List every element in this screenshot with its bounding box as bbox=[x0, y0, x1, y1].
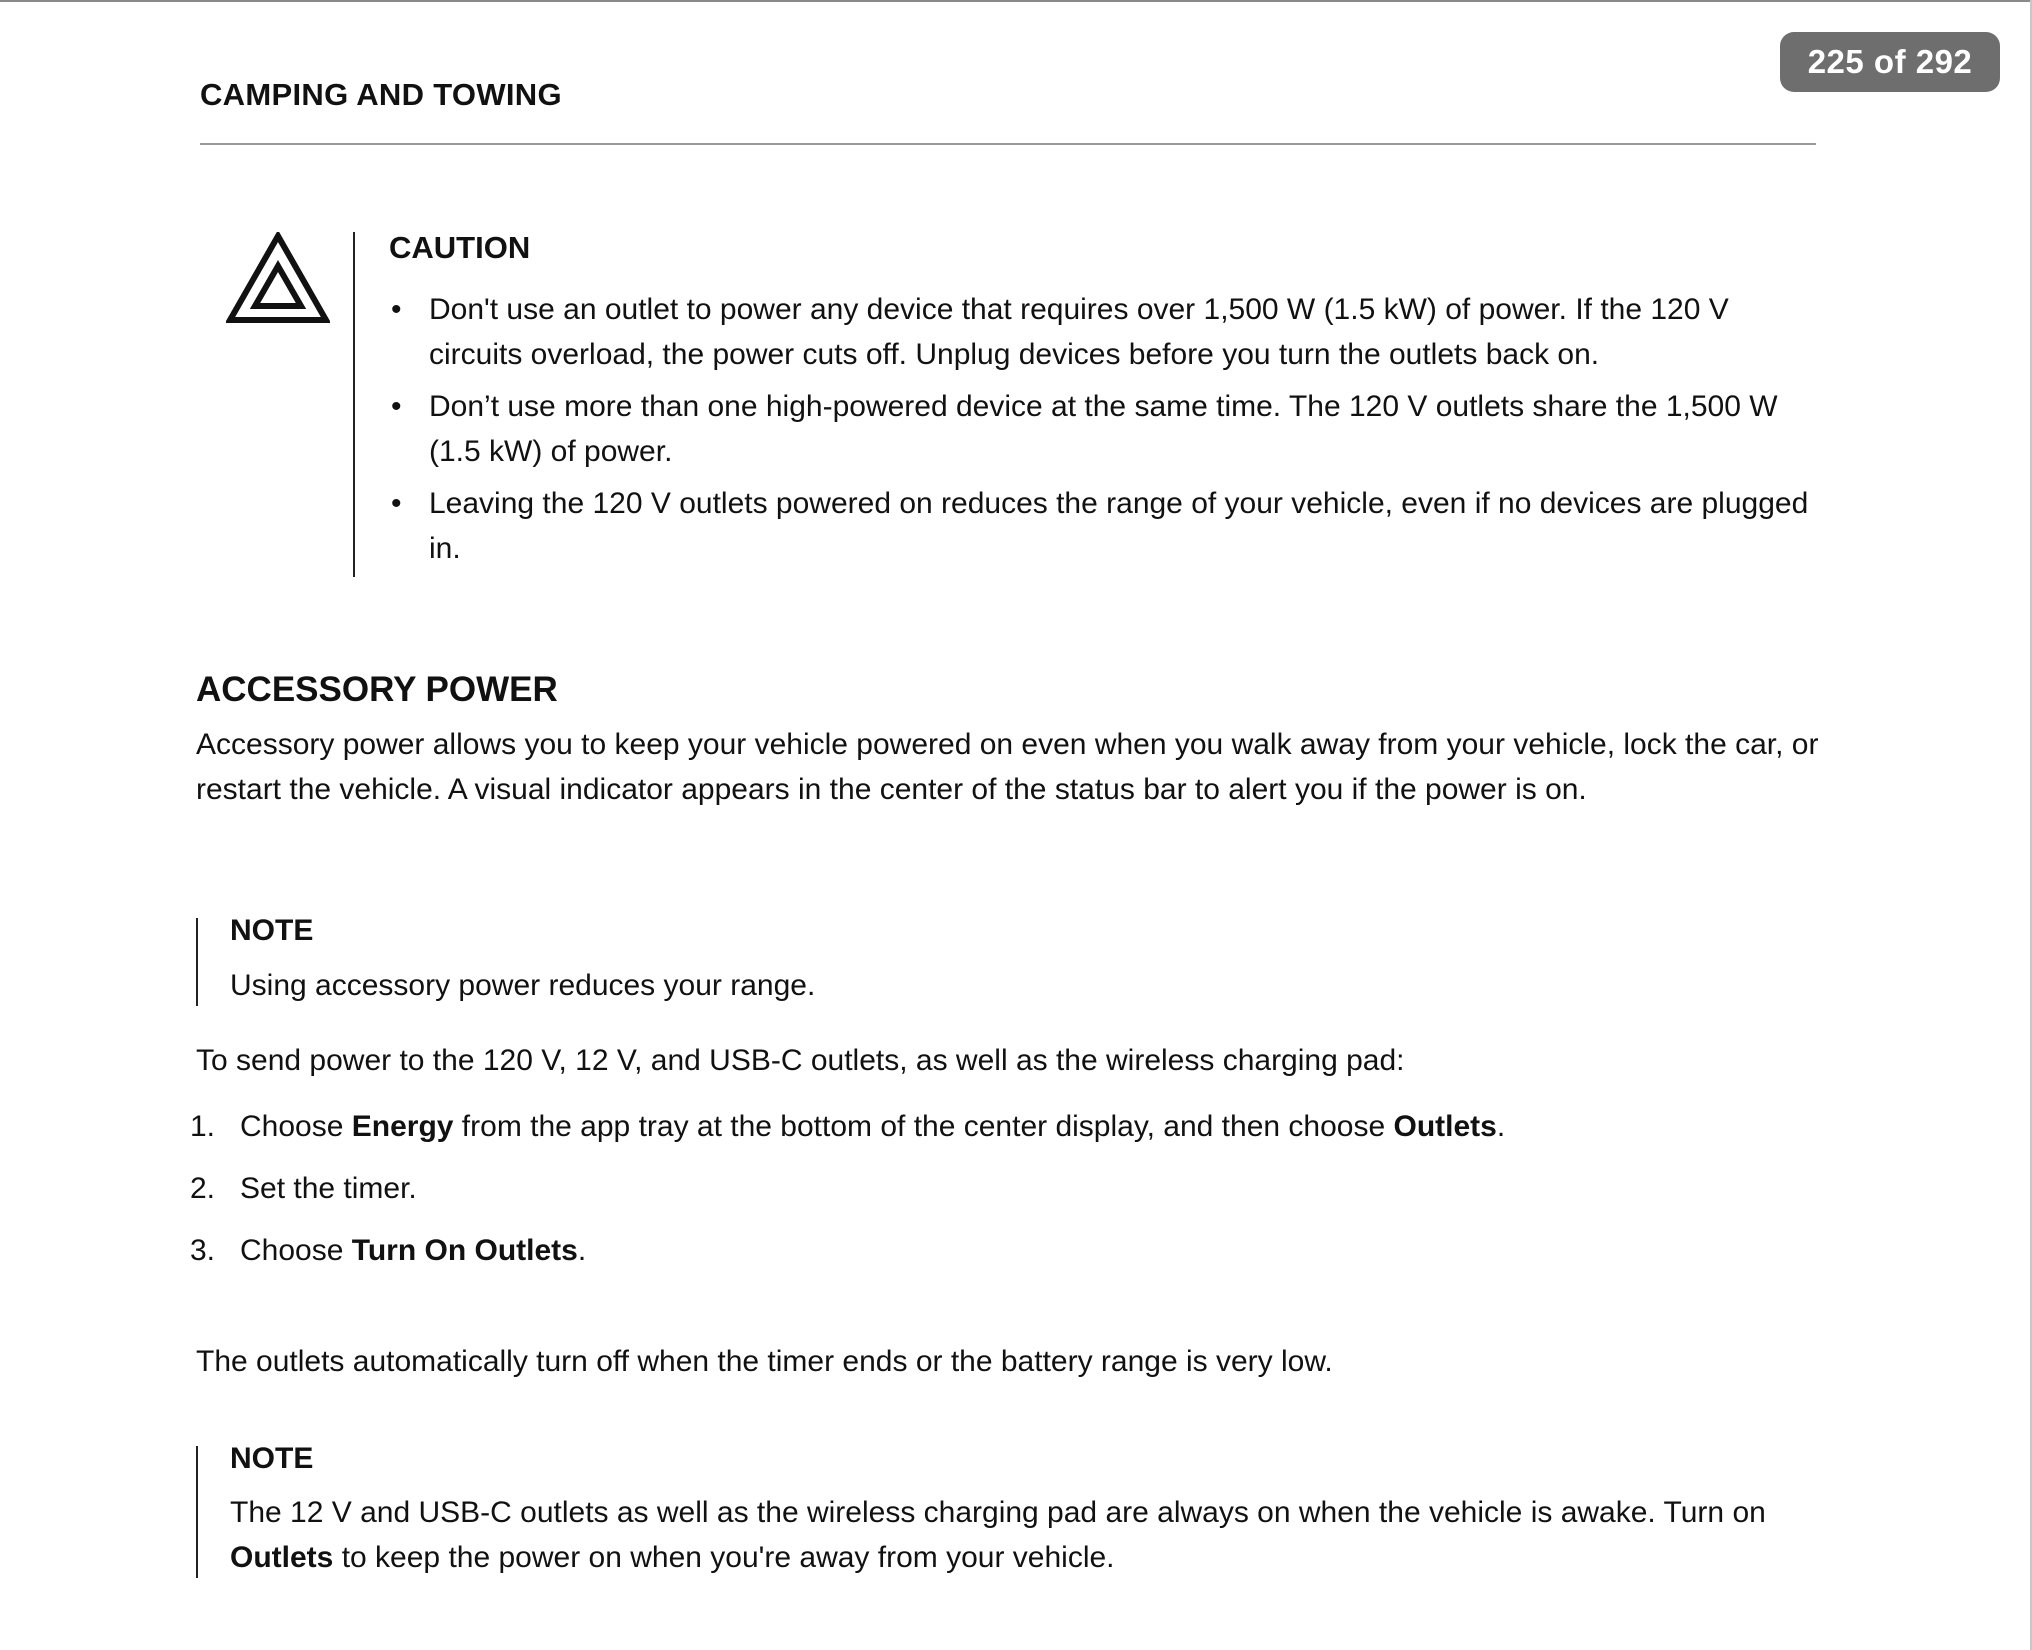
note-side-rule bbox=[196, 918, 198, 1006]
step-text: . bbox=[577, 1234, 587, 1267]
note-text bbox=[230, 1491, 1830, 1580]
note-side-rule bbox=[196, 1446, 198, 1578]
step-bold-text: Energy bbox=[351, 1110, 454, 1143]
caution-list bbox=[389, 288, 1829, 579]
step-bold-text: Outlets bbox=[1393, 1110, 1497, 1143]
auto-off-paragraph: The outlets automatically turn off when the timer ends or the battery range is very low. bbox=[196, 1345, 1333, 1378]
step-item bbox=[190, 1167, 1505, 1229]
note-text-part: The 12 V and USB-C outlets as well as the wireless charging pad are always on when the vehicle is awake. Turn on bbox=[230, 1496, 1766, 1529]
caution-side-rule bbox=[353, 232, 355, 577]
note-title: NOTE bbox=[230, 1442, 314, 1475]
note-text-part: to keep the power on when you're away from your vehicle. bbox=[333, 1540, 1115, 1574]
section-header: CAMPING AND TOWING bbox=[200, 77, 562, 112]
step-number: 2. bbox=[190, 1172, 216, 1205]
page-top-border bbox=[0, 0, 2032, 2]
steps-intro: To send power to the 120 V, 12 V, and USB-C outlets, as well as the wireless charging pad: bbox=[196, 1044, 1405, 1077]
page-indicator-badge: 225 of 292 bbox=[1780, 32, 2000, 92]
step-text: Set the timer. bbox=[240, 1172, 417, 1205]
step-number: 3. bbox=[190, 1234, 216, 1267]
step-bold-text: Turn On Outlets bbox=[351, 1234, 578, 1267]
step-item bbox=[190, 1105, 1505, 1167]
steps-list bbox=[190, 1105, 1505, 1291]
caution-item: • Leaving the 120 V outlets powered on reduces the range of your vehicle, even if no devices are plugged in. bbox=[389, 482, 1829, 571]
warning-triangle-icon bbox=[226, 232, 330, 326]
note-bold-text: Outlets bbox=[230, 1540, 334, 1574]
step-text: Choose bbox=[240, 1234, 352, 1267]
caution-item: • Don’t use more than one high-powered device at the same time. The 120 V outlets share the 1,500 W (1.5 kW) of power. bbox=[389, 385, 1829, 474]
step-text: . bbox=[1496, 1110, 1506, 1143]
note-text: Using accessory power reduces your range. bbox=[230, 969, 816, 1002]
caution-title: CAUTION bbox=[389, 230, 531, 265]
step-number: 1. bbox=[190, 1110, 216, 1143]
step-text: Choose bbox=[240, 1110, 352, 1143]
step-text: from the app tray at the bottom of the center display, and then choose bbox=[453, 1110, 1394, 1143]
step-item bbox=[190, 1229, 1505, 1291]
caution-item: • Don't use an outlet to power any device that requires over 1,500 W (1.5 kW) of power. If the 120 V circuits overload, the power cuts off. Unplug devices before you turn the outlets back on. bbox=[389, 288, 1829, 377]
header-divider bbox=[200, 143, 1816, 145]
section-heading: ACCESSORY POWER bbox=[196, 670, 558, 709]
intro-paragraph: Accessory power allows you to keep your vehicle powered on even when you walk away from your vehicle, lock the car, or restart the vehicle. A visual indicator appears in the center of the status bar to alert you if the power is on. bbox=[196, 728, 1819, 806]
note-title: NOTE bbox=[230, 914, 314, 947]
